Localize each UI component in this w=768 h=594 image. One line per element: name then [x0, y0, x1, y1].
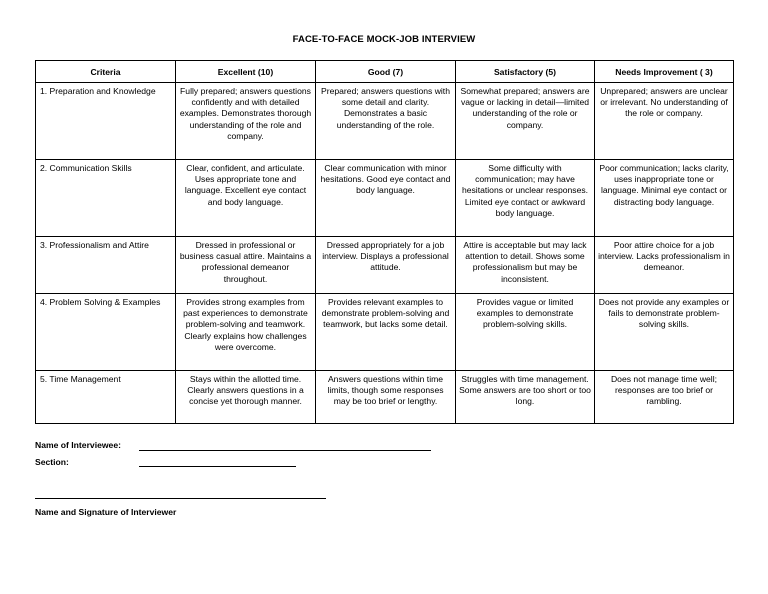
excellent-cell: Stays within the allotted time. Clearly answers questions in a concise yet thorough manner. [176, 371, 316, 424]
good-cell: Dressed appropriately for a job interview. Displays a professional attitude. [316, 237, 456, 294]
header-criteria: Criteria [36, 61, 176, 83]
table-row [36, 294, 734, 371]
criteria-cell: 1. Preparation and Knowledge [36, 83, 176, 160]
good-cell: Prepared; answers questions with some detail and clarity. Demonstrates a basic understanding of the role. [316, 83, 456, 160]
needs-improvement-cell: Poor communication; lacks clarity, uses inappropriate tone or language. Minimal eye contact or distracting body language. [595, 160, 734, 237]
needs-improvement-cell: Does not provide any examples or fails to demonstrate problem-solving skills. [595, 294, 734, 371]
header-good: Good (7) [316, 61, 456, 83]
table-row [36, 371, 734, 424]
needs-improvement-cell: Poor attire choice for a job interview. Lacks professionalism in demeanor. [595, 237, 734, 294]
section-line[interactable] [139, 466, 296, 467]
good-cell: Provides relevant examples to demonstrate problem-solving and teamwork, but lacks some detail. [316, 294, 456, 371]
excellent-cell: Fully prepared; answers questions confidently and with detailed examples. Demonstrates thorough understanding of the role and company. [176, 83, 316, 160]
rubric-table [35, 60, 734, 424]
criteria-cell: 4. Problem Solving & Examples [36, 294, 176, 371]
satisfactory-cell: Struggles with time management. Some answers are too short or too long. [456, 371, 595, 424]
satisfactory-cell: Somewhat prepared; answers are vague or lacking in detail—limited understanding of the role or company. [456, 83, 595, 160]
satisfactory-cell: Some difficulty with communication; may have hesitations or unclear responses. Limited eye contact or awkward body language. [456, 160, 595, 237]
excellent-cell: Clear, confident, and articulate. Uses appropriate tone and language. Excellent eye contact and body language. [176, 160, 316, 237]
needs-improvement-cell: Unprepared; answers are unclear or irrelevant. No understanding of the role or company. [595, 83, 734, 160]
good-cell: Answers questions within time limits, though some responses may be too brief or lengthy. [316, 371, 456, 424]
table-header-row [36, 61, 734, 83]
interviewer-signature-line[interactable] [35, 498, 326, 499]
interviewee-name-line[interactable] [139, 450, 431, 451]
excellent-cell: Dressed in professional or business casual attire. Maintains a professional demeanor throughout. [176, 237, 316, 294]
interviewer-signature-label: Name and Signature of Interviewer [35, 507, 177, 517]
table-row [36, 83, 734, 160]
satisfactory-cell: Attire is acceptable but may lack attention to detail. Shows some professionalism but may be inconsistent. [456, 237, 595, 294]
header-satisfactory: Satisfactory (5) [456, 61, 595, 83]
table-row [36, 160, 734, 237]
good-cell: Clear communication with minor hesitations. Good eye contact and body language. [316, 160, 456, 237]
criteria-cell: 2. Communication Skills [36, 160, 176, 237]
header-needs-improvement: Needs Improvement ( 3) [595, 61, 734, 83]
criteria-cell: 5. Time Management [36, 371, 176, 424]
interviewee-label: Name of Interviewee: [35, 440, 121, 450]
table-row [36, 237, 734, 294]
section-label: Section: [35, 457, 69, 467]
satisfactory-cell: Provides vague or limited examples to demonstrate problem-solving skills. [456, 294, 595, 371]
needs-improvement-cell: Does not manage time well; responses are too brief or rambling. [595, 371, 734, 424]
excellent-cell: Provides strong examples from past experiences to demonstrate problem-solving and teamwork. Clearly explains how challenges were overcome. [176, 294, 316, 371]
criteria-cell: 3. Professionalism and Attire [36, 237, 176, 294]
header-excellent: Excellent (10) [176, 61, 316, 83]
document-title: FACE-TO-FACE MOCK-JOB INTERVIEW [292, 34, 476, 45]
